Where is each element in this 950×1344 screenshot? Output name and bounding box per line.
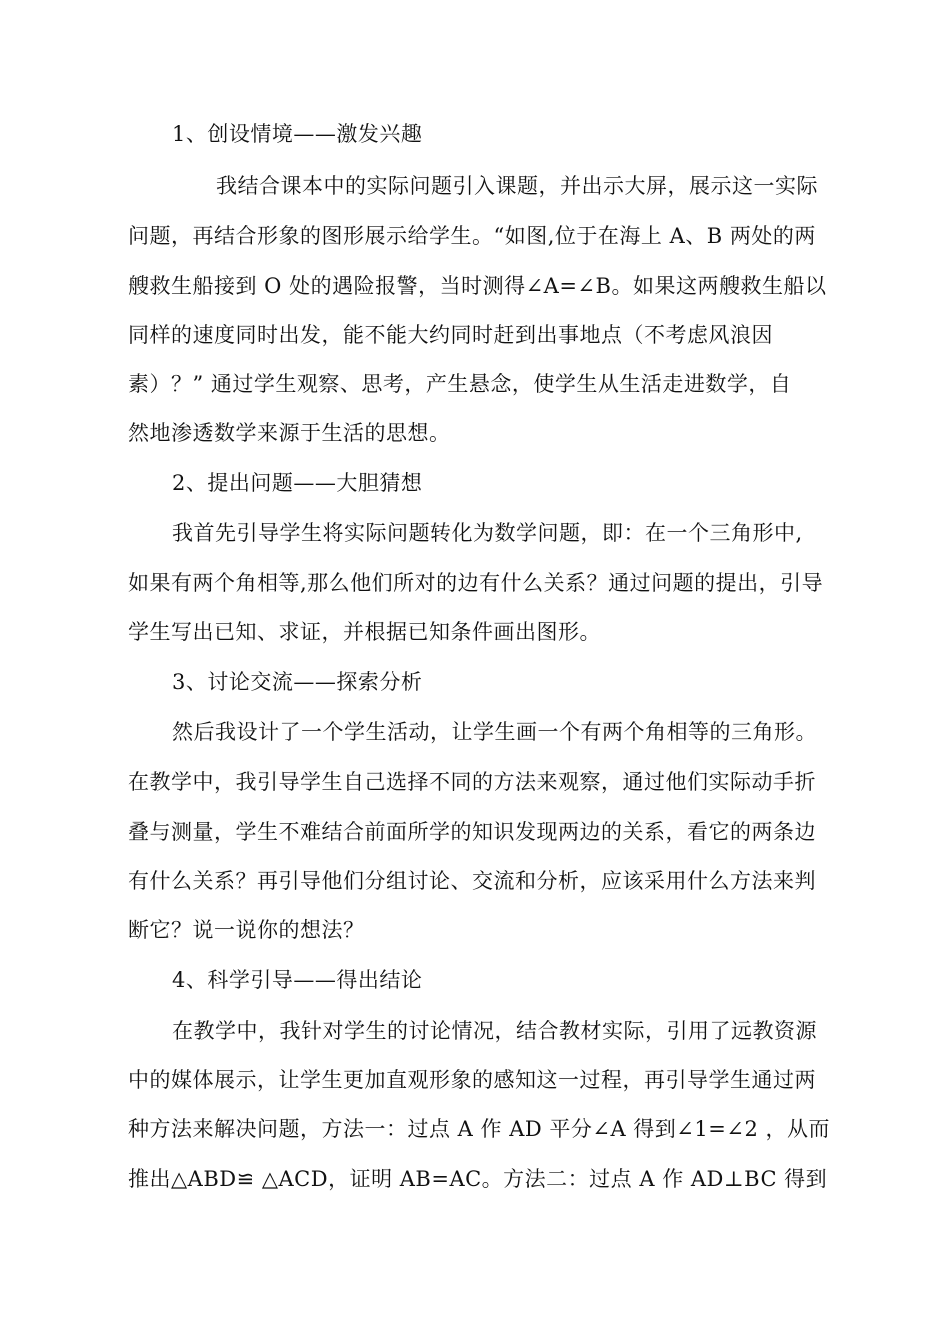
section-3-paragraph-line: 断它？说一说你的想法？ bbox=[128, 918, 365, 942]
section-3-paragraph-line: 然后我设计了一个学生活动，让学生画一个有两个角相等的三角形。 bbox=[172, 720, 817, 744]
section-3-heading: 3、讨论交流——探索分析 bbox=[172, 670, 423, 694]
section-1-paragraph-line: 我结合课本中的实际问题引入课题，并出示大屏，展示这一实际 bbox=[216, 174, 818, 198]
section-4-paragraph-line: 在教学中，我针对学生的讨论情况，结合教材实际，引用了远教资源 bbox=[172, 1019, 817, 1043]
section-2-paragraph-line: 我首先引导学生将实际问题转化为数学问题，即：在一个三角形中, bbox=[172, 521, 803, 545]
section-2-paragraph-line: 如果有两个角相等,那么他们所对的边有什么关系？通过问题的提出，引导 bbox=[128, 571, 824, 595]
section-1-heading: 1、创设情境——激发兴趣 bbox=[172, 122, 423, 146]
section-1-paragraph-line: 素）？” 通过学生观察、思考，产生悬念，使学生从生活走进数学，自 bbox=[128, 372, 792, 396]
section-2-paragraph-line: 学生写出已知、求证，并根据已知条件画出图形。 bbox=[128, 620, 601, 644]
section-1-paragraph-line: 艘救生船接到 O 处的遇险报警，当时测得∠A=∠B。如果这两艘救生船以 bbox=[128, 274, 827, 298]
section-3-paragraph-line: 有什么关系？再引导他们分组讨论、交流和分析，应该采用什么方法来判 bbox=[128, 869, 816, 893]
section-3-paragraph-line: 在教学中，我引导学生自己选择不同的方法来观察，通过他们实际动手折 bbox=[128, 770, 816, 794]
section-2-heading: 2、提出问题——大胆猜想 bbox=[172, 471, 423, 495]
section-4-paragraph-line: 推出△ABD≌ △ACD，证明 AB=AC。方法二：过点 A 作 AD⊥BC 得到 bbox=[128, 1167, 828, 1191]
section-1-paragraph-line: 同样的速度同时出发，能不能大约同时赶到出事地点（不考虑风浪因 bbox=[128, 323, 773, 347]
section-3-paragraph-line: 叠与测量，学生不难结合前面所学的知识发现两边的关系，看它的两条边 bbox=[128, 820, 816, 844]
section-4-paragraph-line: 中的媒体展示，让学生更加直观形象的感知这一过程，再引导学生通过两 bbox=[128, 1068, 816, 1092]
section-1-paragraph-line: 问题，再结合形象的图形展示给学生。“如图,位于在海上 A、B 两处的两 bbox=[128, 224, 816, 248]
section-4-paragraph-line: 种方法来解决问题，方法一：过点 A 作 AD 平分∠A 得到∠1=∠2 ，从而 bbox=[128, 1117, 830, 1141]
section-1-paragraph-line: 然地渗透数学来源于生活的思想。 bbox=[128, 421, 451, 445]
section-4-heading: 4、科学引导——得出结论 bbox=[172, 968, 423, 992]
